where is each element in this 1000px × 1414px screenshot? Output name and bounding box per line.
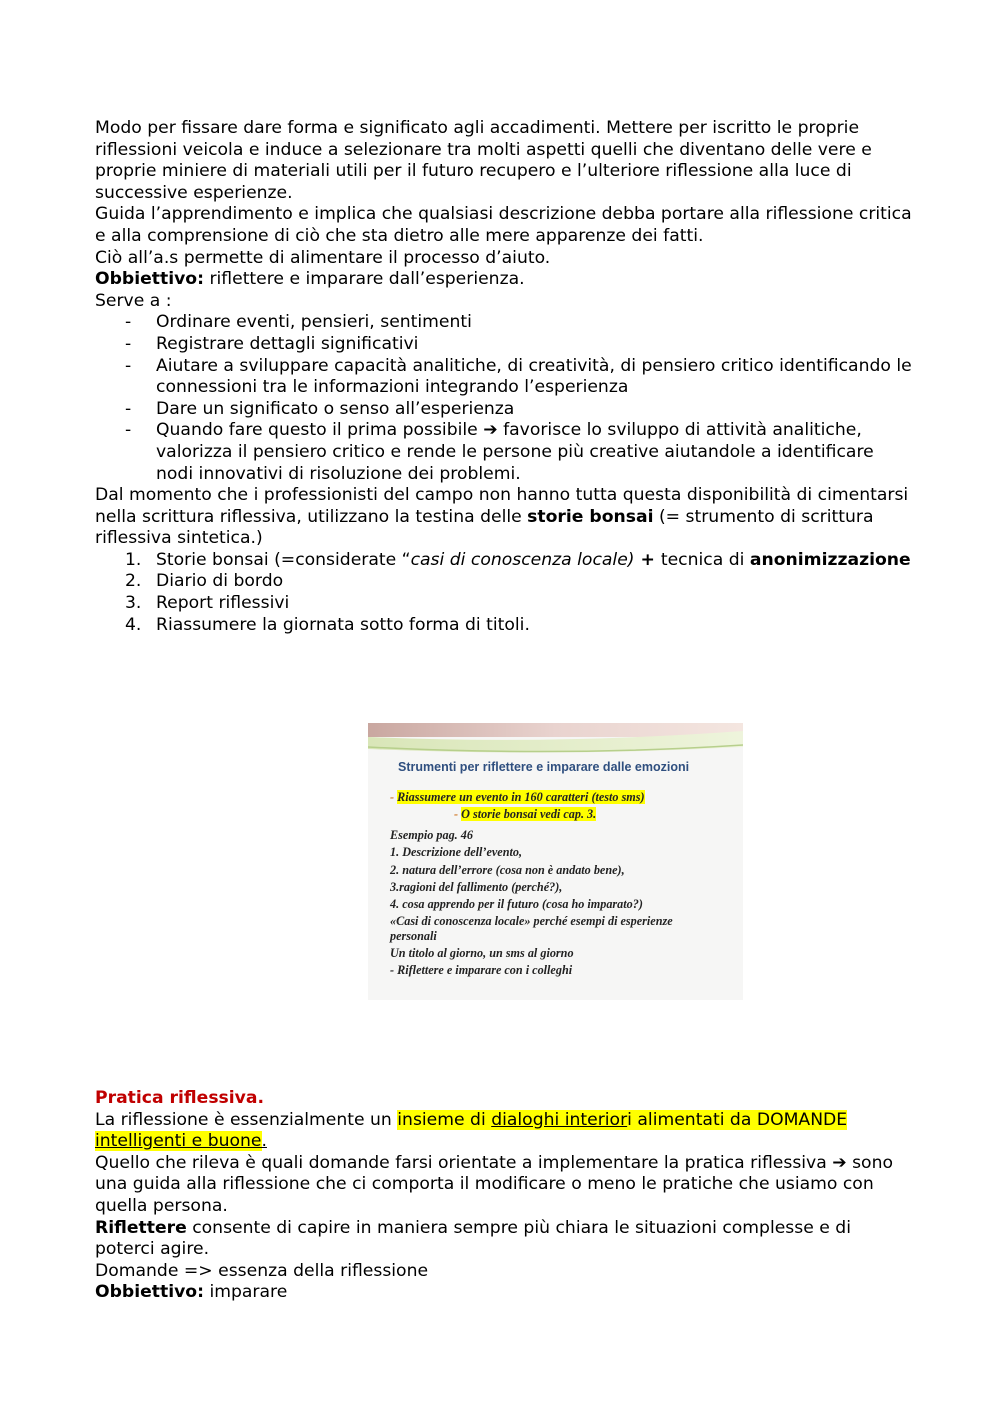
list-item-text: Riassumere la giornata sotto forma di titoli. (156, 614, 530, 635)
questions-paragraph (95, 1153, 915, 1218)
paragraph-text: La riflessione è essenzialmente un (95, 1109, 398, 1130)
slide-dash: - (390, 790, 398, 804)
reflection-paragraph (95, 1110, 915, 1153)
list-item-text: Report riflessivi (156, 593, 290, 614)
bonsai-paragraph (95, 485, 915, 550)
dash-list (95, 312, 915, 485)
list-item-text: Diario di bordo (156, 571, 284, 592)
list-item-text: Storie bonsai (=considerate “ (156, 549, 411, 570)
riflettere-paragraph (95, 1218, 915, 1261)
serve-a-line: Serve a : (95, 290, 172, 311)
riflettere-term: Riflettere (95, 1217, 187, 1238)
list-item (95, 593, 915, 615)
slide-highlight: Riassumere un evento in 160 caratteri (testo sms) (397, 790, 645, 804)
list-item (95, 420, 915, 485)
paragraph-text: sono una guida alla riflessione che ci comporta il modificare o meno le pratiche che usiamo con quella persona. (95, 1152, 893, 1216)
item-number: 3. (125, 593, 142, 614)
underlined-text: intelligenti e buone (95, 1131, 262, 1152)
slide-line (390, 789, 730, 806)
slide-highlight: O storie bonsai vedi cap. 3. (461, 807, 597, 822)
item-number: 2. (125, 571, 142, 592)
list-item-text: Ordinare eventi, pensieri, sentimenti (156, 312, 472, 333)
bullet-marker: - (125, 333, 132, 354)
list-item-text: Registrare dettagli significativi (156, 333, 419, 354)
slide-dash: - (454, 807, 462, 822)
paragraph-text: consente di capire in maniera sempre più chiara le situazioni complesse e di poterci agire. (95, 1217, 851, 1260)
slide-line: 1. Descrizione dell’evento, (390, 845, 523, 860)
objective-label: Obbiettivo: (95, 1282, 204, 1303)
paragraph-text: insieme di (397, 1109, 492, 1130)
slide-line: Esempio pag. 46 (390, 827, 473, 842)
list-item (95, 615, 915, 637)
slide-image (368, 723, 743, 1000)
paragraph-text: (= strumento di scrittura riflessiva sintetica.) (95, 506, 874, 549)
objective-label: Obbiettivo: (95, 269, 204, 290)
reflective-writing-section (95, 118, 915, 636)
objective-text: imparare (203, 1282, 288, 1303)
list-item-text: Dare un significato o senso all’esperienza (156, 398, 515, 419)
bullet-marker: - (125, 312, 132, 333)
paragraph-text: Dal momento che i professionisti del campo non hanno tutta questa disponibilità di cimentarsi nella scrittura riflessiva, utilizzano la testina delle (95, 485, 909, 527)
list-item-text: casi di conoscenza locale) (410, 549, 635, 570)
list-item-text: favorisce lo sviluppo di attività analitiche, valorizza il pensiero critico e rende le persone più creative aiutandole a identificare nodi innovativi di risoluzione dei problemi. (156, 420, 874, 484)
paragraph-text: Quello che rileva è quali domande farsi orientate a implementare la pratica riflessiva (95, 1152, 833, 1173)
list-item (95, 399, 915, 421)
list-item (95, 312, 915, 334)
list-item (95, 356, 915, 399)
slide-line (390, 806, 730, 823)
arrow-right-icon: ➔ (483, 420, 498, 441)
objective-line (95, 1282, 915, 1304)
paragraph-text: . (261, 1131, 267, 1152)
plus-sign: + (634, 549, 661, 570)
slide-line: 4. cosa apprendo per il futuro (cosa ho imparato?) (390, 897, 643, 912)
item-number: 4. (125, 614, 142, 635)
reflective-practice-section (95, 1088, 915, 1304)
intro-paragraph: Guida l’apprendimento e implica che qualsiasi descrizione debba portare alla riflessione critica e alla comprensione di ciò che sta dietro alle mere apparenze dei fatti. (95, 204, 912, 246)
slide-line: «Casi di conoscenza locale» perché esempi di esperienze personali (390, 913, 673, 944)
slide-line: Un titolo al giorno, un sms al giorno (390, 945, 574, 960)
objective-text: riflettere e imparare dall’esperienza. (203, 269, 525, 290)
bullet-marker: - (125, 398, 132, 419)
list-item-text: Aiutare a sviluppare capacità analitiche, di creatività, di pensiero critico identificando le connessioni tra le informazioni integrando l’esperienza (156, 355, 912, 398)
objective-line (95, 269, 915, 291)
list-item (95, 550, 915, 572)
slide-line: - Riflettere e imparare con i colleghi (390, 963, 573, 978)
arrow-right-icon: ➔ (832, 1152, 847, 1173)
list-item (95, 334, 915, 356)
numbered-list (95, 550, 915, 636)
underlined-text: dialoghi interior (491, 1109, 628, 1130)
intro-paragraph: Ciò all’a.s permette di alimentare il processo d’aiuto. (95, 247, 551, 268)
list-item-text: Quando fare questo il prima possibile (156, 420, 484, 441)
intro-paragraph: Modo per fissare dare forma e significato agli accadimenti. Mettere per iscritto le proprie riflessioni veicola e induce a selezionare tra molti aspetti quelli che diventano delle vere e proprie miniere di materiali utili per il futuro recupero e l’ulteriore riflessione alla luce di successive esperienze. (95, 118, 872, 203)
slide-line: 3.ragioni del fallimento (perché?), (390, 880, 563, 895)
bullet-marker: - (125, 355, 132, 376)
anonimizzazione-term: anonimizzazione (749, 549, 911, 570)
slide-line: 2. natura dell’errore (cosa non è andato bene), (390, 862, 625, 877)
section-heading: Pratica riflessiva. (95, 1088, 264, 1108)
slide-title: Strumenti per riflettere e imparare dalle emozioni (398, 760, 690, 774)
slide-body (390, 789, 730, 980)
paragraph-text: i alimentati da DOMANDE (627, 1109, 848, 1130)
bullet-marker: - (125, 420, 132, 441)
storie-bonsai-term: storie bonsai (527, 506, 654, 527)
list-item (95, 571, 915, 593)
domande-line: Domande => essenza della riflessione (95, 1260, 429, 1281)
list-item-text: tecnica di (660, 549, 750, 570)
item-number: 1. (125, 549, 142, 570)
